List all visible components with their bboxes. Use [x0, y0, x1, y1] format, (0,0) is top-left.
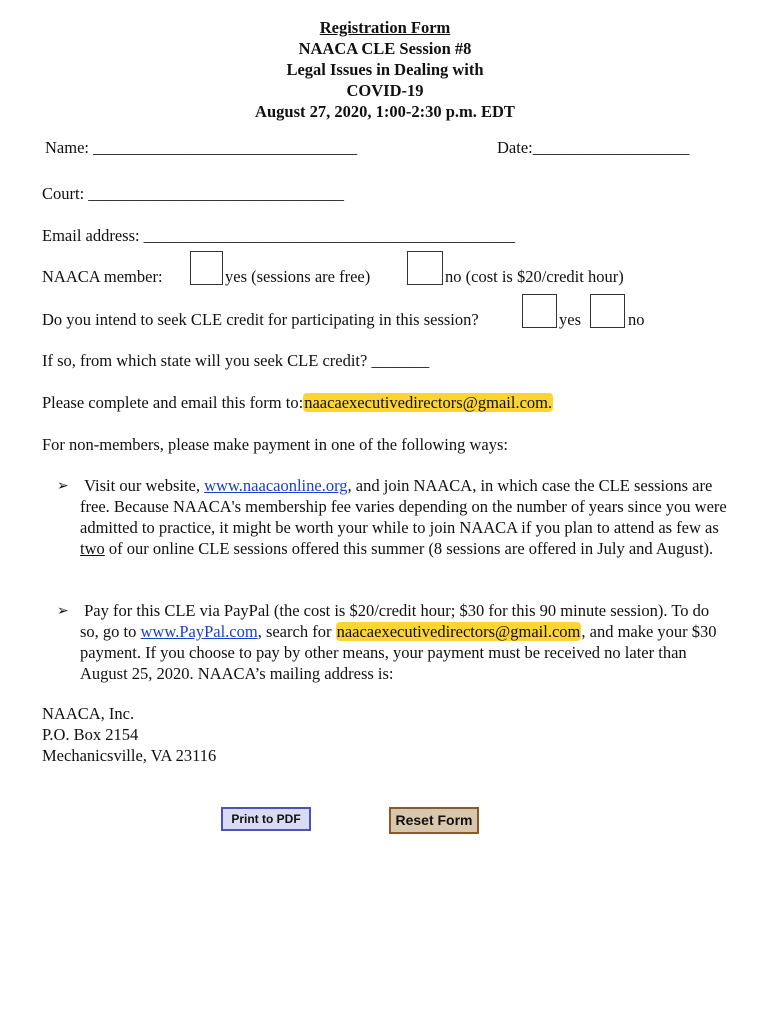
- naaca-website-link[interactable]: www.naacaonline.org: [204, 476, 348, 495]
- cle-yes-checkbox[interactable]: [522, 294, 557, 328]
- print-to-pdf-button[interactable]: Print to PDF: [221, 807, 311, 831]
- session-topic-line1: Legal Issues in Dealing with: [286, 60, 484, 79]
- address-line-2: P.O. Box 2154: [42, 725, 139, 744]
- paypal-option: Pay for this CLE via PayPal (the cost is $20/credit hour; $30 for this 90 minute session). To do so, go to www.PayPal.com, search for naacaexecutivedirectors@gmail.com, and make your $30 payment. If you choose to pay by other means, your payment must be received no later than August 25, 2020. NAACA’s mailing address is:: [80, 601, 717, 683]
- address-line-1: NAACA, Inc.: [42, 704, 135, 723]
- cle-no-checkbox[interactable]: [590, 294, 625, 328]
- cle-question: Do you intend to seek CLE credit for participating in this session?: [42, 310, 479, 329]
- court-field[interactable]: Court: _______________________________: [42, 184, 345, 203]
- email-field[interactable]: Email address: _____________________________________________: [42, 226, 515, 245]
- cle-yes-text: yes: [559, 310, 581, 329]
- mailing-address: [42, 703, 216, 766]
- session-topic-line2: COVID-19: [346, 81, 424, 100]
- cle-no-text: no: [628, 310, 645, 329]
- form-header: [0, 17, 770, 122]
- paypal-email-highlight: naacaexecutivedirectors@gmail.com: [336, 622, 581, 641]
- reset-form-button[interactable]: Reset Form: [389, 807, 479, 834]
- member-no-text: no (cost is $20/credit hour): [445, 267, 624, 286]
- payment-intro: For non-members, please make payment in one of the following ways:: [42, 435, 509, 454]
- session-number: NAACA CLE Session #8: [298, 39, 472, 58]
- member-label: NAACA member:: [42, 267, 163, 286]
- email-instruction: [42, 393, 553, 413]
- name-field[interactable]: Name: ________________________________: [45, 138, 358, 157]
- contact-email-highlight: naacaexecutivedirectors@gmail.com.: [304, 393, 553, 412]
- date-field[interactable]: Date:___________________: [497, 138, 690, 157]
- state-question[interactable]: If so, from which state will you seek CLE credit? _______: [42, 351, 430, 370]
- email-instruction-text: Please complete and email this form to:: [42, 393, 304, 412]
- bullet-arrow-icon: ➢: [57, 603, 69, 619]
- member-yes-checkbox[interactable]: [190, 251, 223, 285]
- session-date-time: August 27, 2020, 1:00-2:30 p.m. EDT: [255, 102, 515, 121]
- bullet-arrow-icon: ➢: [57, 478, 69, 494]
- address-line-3: Mechanicsville, VA 23116: [42, 746, 217, 765]
- website-option: Visit our website, www.naacaonline.org, and join NAACA, in which case the CLE sessions are free. Because NAACA's membership fee varies depending on the number of years since you were admitted to practice, it might be worth your while to join NAACA if you plan to attend as few as two of our online CLE sessions offered this summer (8 sessions are offered in July and August).: [80, 476, 727, 558]
- member-no-checkbox[interactable]: [407, 251, 443, 285]
- paypal-link[interactable]: www.PayPal.com: [140, 622, 258, 641]
- form-title: Registration Form: [319, 18, 451, 37]
- underlined-two: two: [80, 539, 105, 558]
- member-yes-text: yes (sessions are free): [225, 267, 371, 286]
